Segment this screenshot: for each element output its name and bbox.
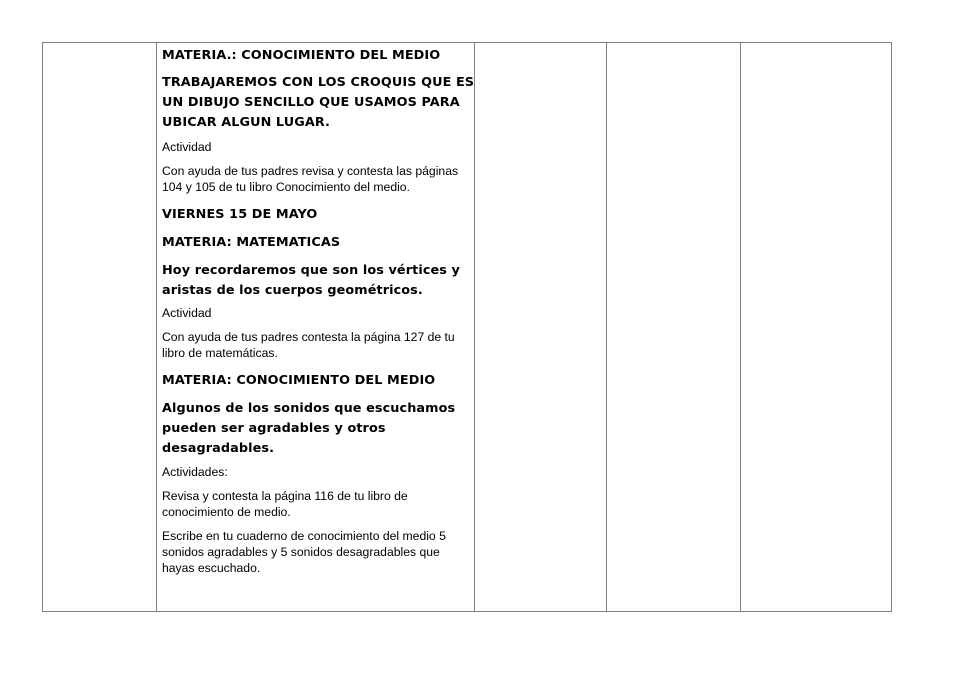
activity-text: Escribe en tu cuaderno de conocimiento del medio 5 sonidos agradables y 5 sonidos desagradables que hayas escuchado. [162,529,446,575]
activity-text: Con ayuda de tus padres revisa y contesta las páginas 104 y 105 de tu libro Conocimiento del medio. [162,164,459,194]
activity-text: Con ayuda de tus padres contesta la página 127 de tu libro de matemáticas. [162,330,455,360]
column-divider [740,43,741,611]
topic-heading: Algunos de los sonidos que escuchamos pueden ser agradables y otros desagradables. [162,401,456,456]
subject-heading: MATERIA: CONOCIMIENTO DEL MEDIO [162,373,436,388]
topic-heading: TRABAJAREMOS CON LOS CROQUIS QUE ES UN DIBUJO SENCILLO QUE USAMOS PARA UBICAR ALGUN LUGAR. [162,75,475,130]
activity-label: Actividades: [162,465,228,479]
topic-heading: Hoy recordaremos que son los vértices y aristas de los cuerpos geométricos. [162,263,461,298]
activities-cell [157,43,475,611]
activity-text: Revisa y contesta la página 116 de tu libro de conocimiento de medio. [162,489,408,519]
subject-heading: MATERIA.: CONOCIMIENTO DEL MEDIO [162,48,441,63]
date-heading: VIERNES 15 DE MAYO [162,207,318,222]
activity-label: Actividad [162,306,212,320]
activity-label: Actividad [162,140,212,154]
schedule-table [42,42,892,612]
column-divider [606,43,607,611]
subject-heading: MATERIA: MATEMATICAS [162,235,341,250]
